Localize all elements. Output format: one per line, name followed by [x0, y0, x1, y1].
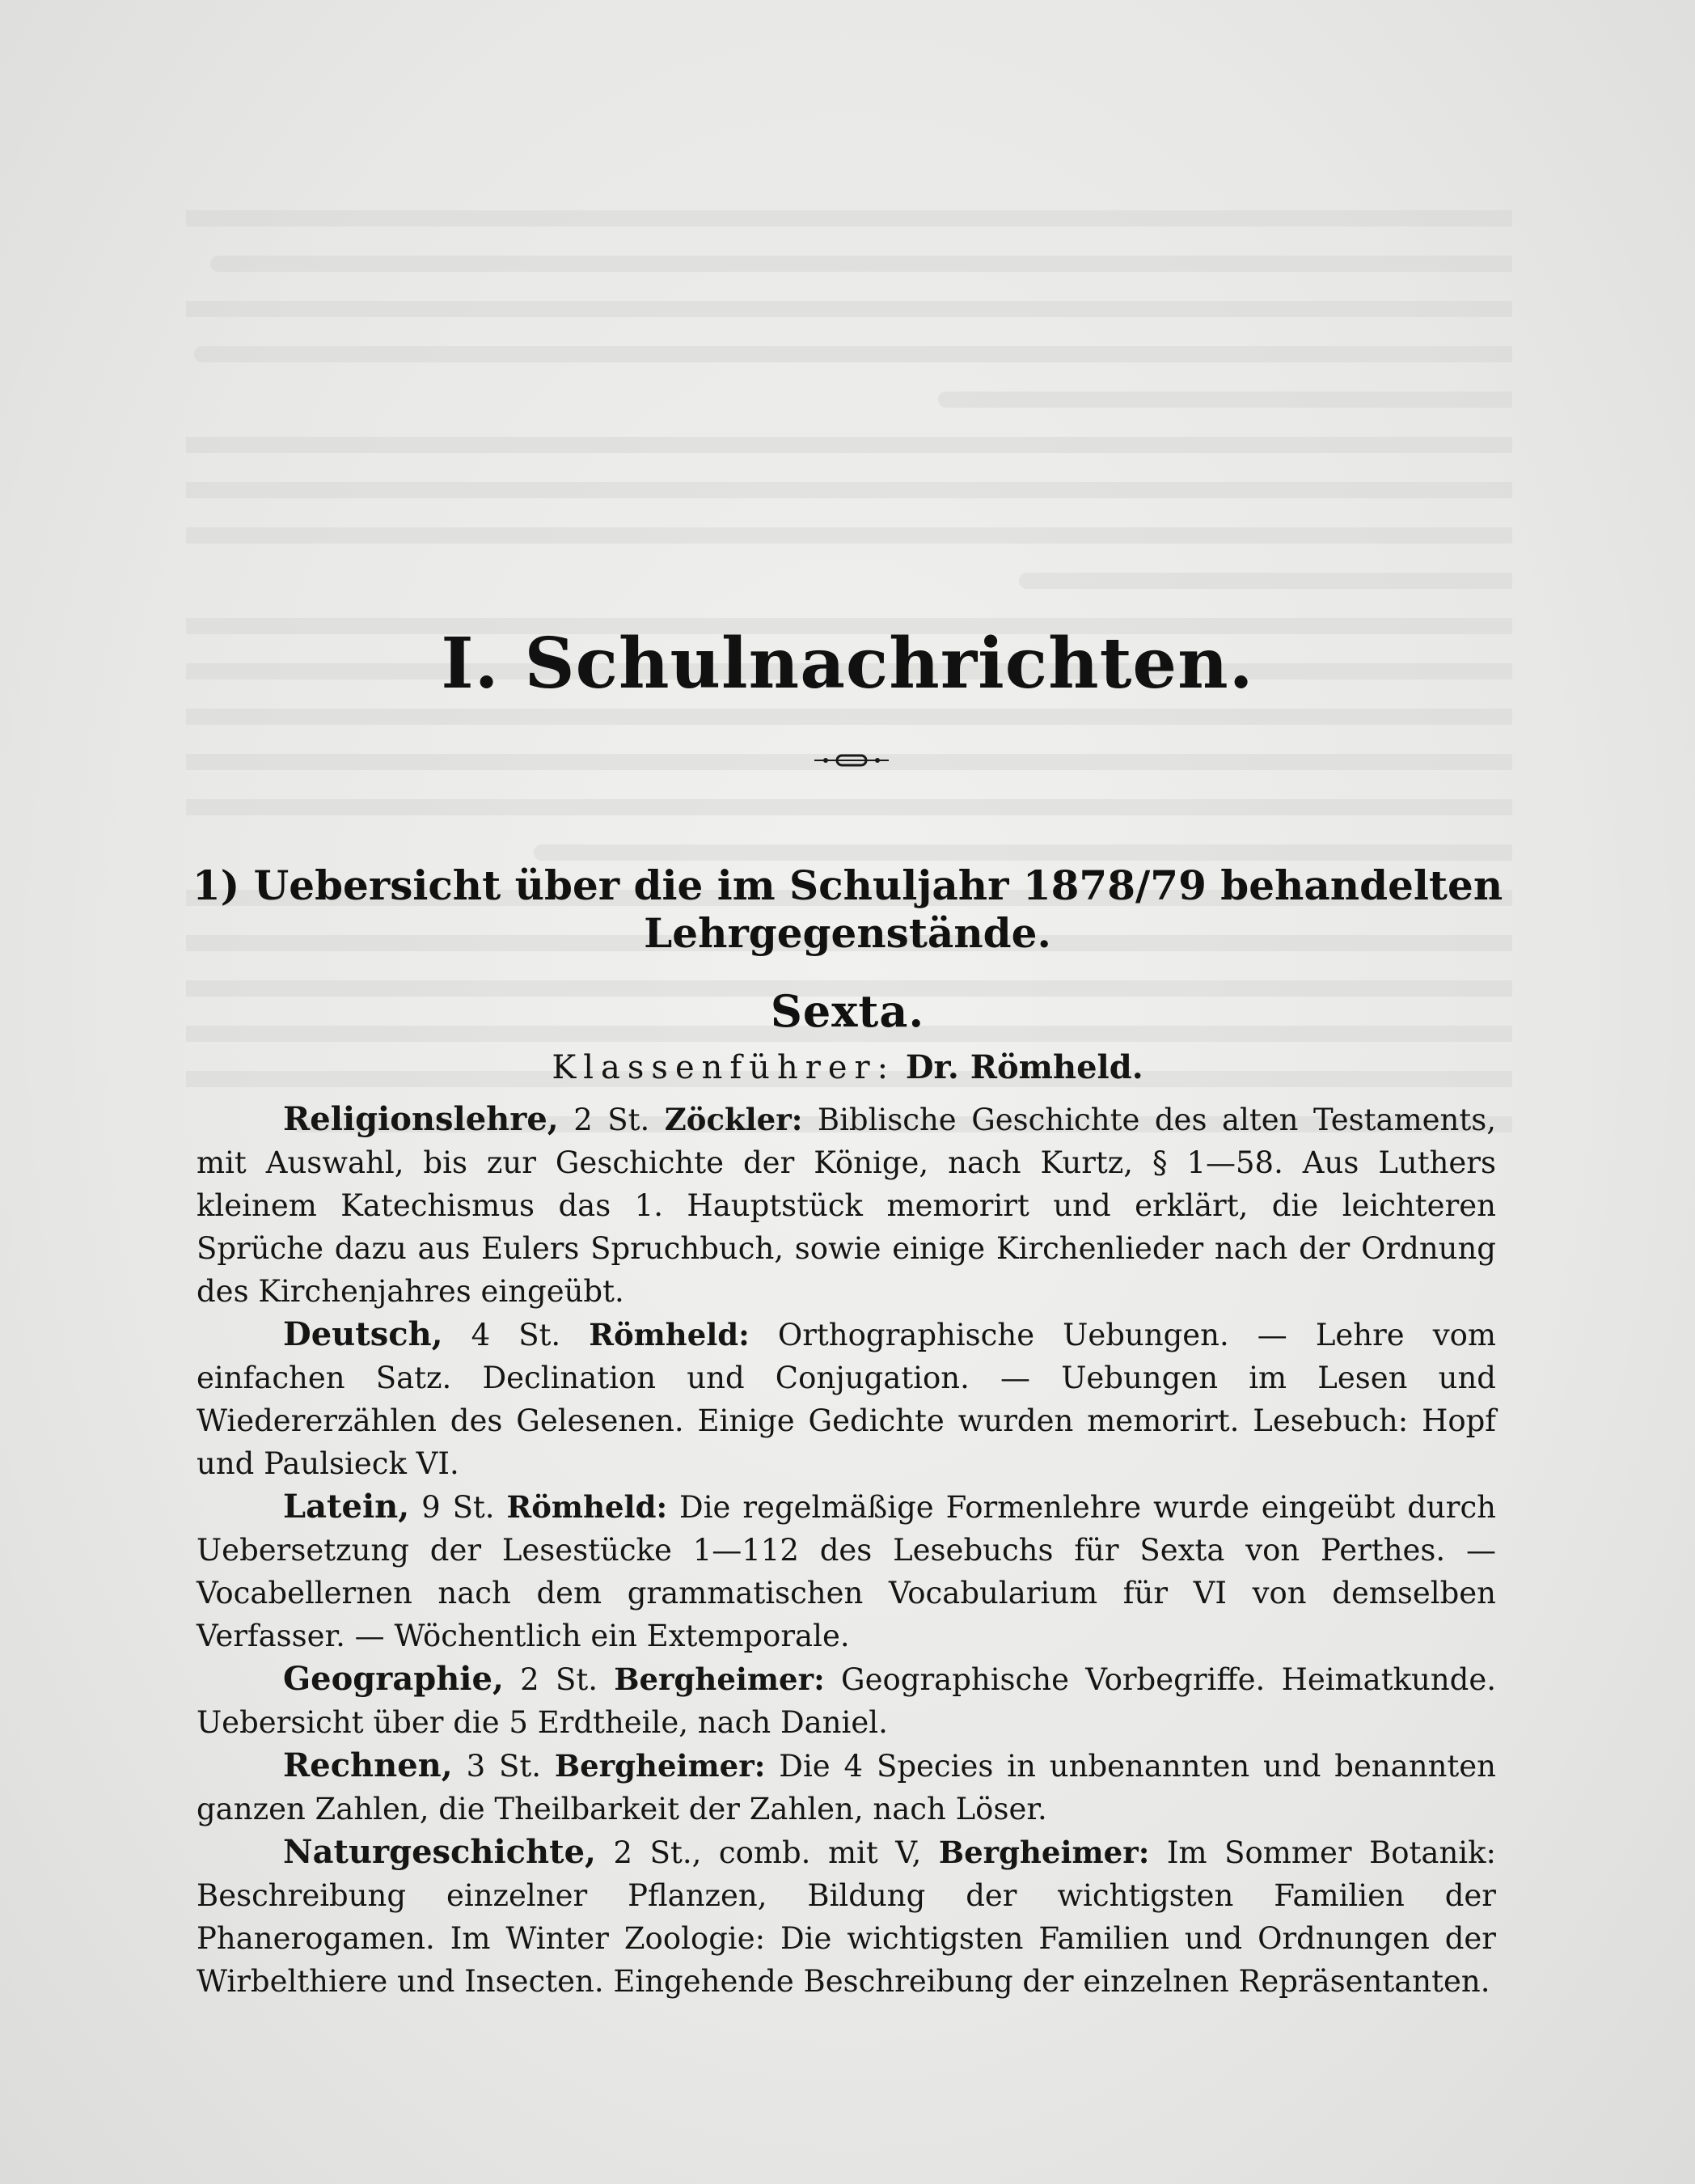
subject-description: Im Sommer Botanik: Beschreibung einzelner Pflanzen, Bildung der wichtigsten Familien der Phanerogamen. Im Winter Zoologie: Die wichtigsten Familien und Ordnungen der Wirbelthiere und Insecten. Eingehende Beschreibung der einzelnen Repräsentanten.	[197, 1835, 1497, 1999]
subject-name: Deutsch,	[283, 1315, 443, 1353]
subject-description: Geographische Vorbegriffe. Heimatkunde. Uebersicht über die 5 Erdtheile, nach Daniel.	[197, 1662, 1496, 1740]
subject-teacher: Römheld:	[589, 1317, 750, 1352]
subject-entry-latein	[197, 1485, 1496, 1657]
subject-teacher: Bergheimer:	[938, 1835, 1150, 1870]
subject-hours: 9 St.	[421, 1490, 495, 1525]
subject-name: Religionslehre,	[283, 1100, 559, 1138]
subject-hours: 3 St.	[466, 1749, 541, 1784]
subject-teacher: Zöckler:	[664, 1102, 803, 1137]
subject-description: Orthographische Uebungen. — Lehre vom einfachen Satz. Declination und Conjugation. — Uebungen im Lesen und Wiedererzählen des Gelesenen. Einige Gedichte wurden memorirt. Lesebuch: Hopf und Paulsieck VI.	[197, 1318, 1497, 1481]
class-leader-name: Dr. Römheld.	[905, 1048, 1143, 1086]
subject-hours: 4 St.	[471, 1318, 561, 1352]
subject-description: Biblische Geschichte des alten Testaments, mit Auswahl, bis zur Geschichte der Könige, nach Kurtz, § 1—58. Aus Luthers kleinem Katechismus das 1. Hauptstück memorirt und erklärt, die leichteren Sprüche dazu aus Eulers Spruchbuch, sowie einige Kirchenlieder nach der Ordnung des Kirchenjahres eingeübt.	[197, 1103, 1496, 1309]
subject-description: Die 4 Species in unbenannten und benannten ganzen Zahlen, die Theilbarkeit der Zahlen, nach Löser.	[197, 1749, 1496, 1826]
class-leader-label: Klassenführer:	[552, 1049, 896, 1086]
subject-hours: 2 St., comb. mit V,	[613, 1835, 922, 1870]
subject-hours: 2 St.	[573, 1103, 650, 1137]
subject-teacher: Bergheimer:	[614, 1661, 825, 1697]
subject-name: Latein,	[283, 1488, 410, 1526]
main-title: I. Schulnachrichten.	[441, 623, 1254, 705]
class-heading: Sexta.	[770, 985, 925, 1037]
section-subtitle: 1) Uebersicht über die im Schuljahr 1878/79 behandelten Lehrgegenstände.	[192, 861, 1503, 957]
subject-list	[197, 1098, 1496, 2003]
subject-name: Naturgeschichte,	[283, 1833, 596, 1871]
subject-entry-naturgeschichte	[197, 1831, 1496, 2003]
subject-name: Rechnen,	[283, 1746, 453, 1784]
subject-entry-geographie	[197, 1657, 1496, 1744]
subject-entry-religion	[197, 1098, 1496, 1313]
subject-entry-rechnen	[197, 1744, 1496, 1831]
subject-entry-deutsch	[197, 1313, 1496, 1485]
ornament-divider-icon	[813, 750, 890, 771]
subject-description: Die regelmäßige Formenlehre wurde eingeübt durch Uebersetzung der Lesestücke 1—112 des Lesebuchs für Sexta von Perthes. — Vocabellernen nach dem grammatischen Vocabularium für VI von demselben Verfasser. — Wöchentlich ein Extemporale.	[197, 1490, 1496, 1653]
class-leader-line	[0, 1048, 1695, 1086]
subject-hours: 2 St.	[520, 1662, 598, 1697]
subject-teacher: Bergheimer:	[554, 1748, 766, 1784]
subject-teacher: Römheld:	[506, 1489, 668, 1525]
subject-name: Geographie,	[283, 1660, 504, 1698]
